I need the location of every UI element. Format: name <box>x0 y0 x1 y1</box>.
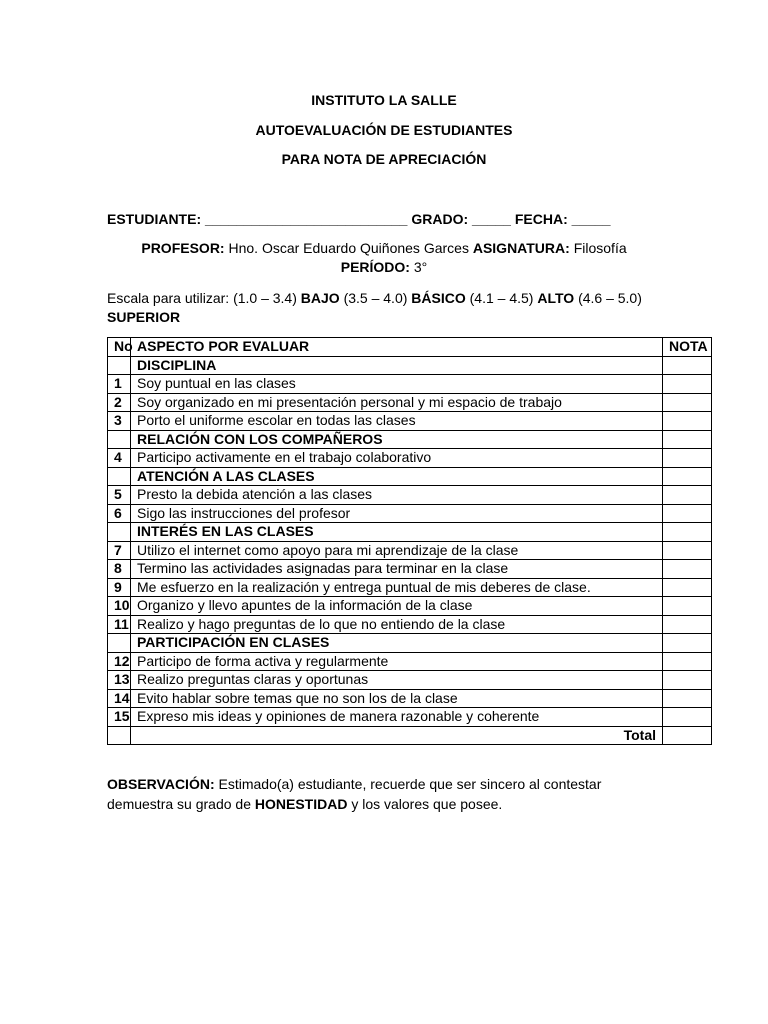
section-row <box>108 430 712 449</box>
table-row <box>108 504 712 523</box>
item-number <box>108 634 131 653</box>
table-row <box>108 689 712 708</box>
table-row <box>108 541 712 560</box>
section-title: PARTICIPACIÓN EN CLASES <box>131 634 663 653</box>
table-row <box>108 708 712 727</box>
period-value: 3° <box>413 259 428 275</box>
aspect-text: Soy puntual en las clases <box>131 375 663 394</box>
grading-scale <box>107 289 667 327</box>
grade-cell[interactable] <box>663 560 712 579</box>
scale-range-2: (3.5 – 4.0) <box>343 290 408 306</box>
table-row <box>108 578 712 597</box>
grade-cell[interactable] <box>663 504 712 523</box>
item-number: 4 <box>108 449 131 468</box>
section-row <box>108 523 712 542</box>
header-grade: NOTA <box>663 338 712 357</box>
grade-cell[interactable] <box>663 597 712 616</box>
section-row <box>108 356 712 375</box>
total-row <box>108 726 712 745</box>
aspect-text: Porto el uniforme escolar en todas las clases <box>131 412 663 431</box>
date-label: FECHA: <box>514 211 568 227</box>
observation-emphasis: HONESTIDAD <box>254 796 348 812</box>
observation-text-1: Estimado(a) estudiante, recuerde que ser sincero al contestar demuestra su grado de <box>107 776 602 812</box>
document-title: AUTOEVALUACIÓN DE ESTUDIANTES <box>255 122 513 138</box>
grade-cell[interactable] <box>663 615 712 634</box>
document-subtitle: PARA NOTA DE APRECIACIÓN <box>281 151 487 167</box>
grade-cell[interactable] <box>663 375 712 394</box>
table-row <box>108 412 712 431</box>
total-label: Total <box>131 726 663 745</box>
teacher-line <box>0 240 768 256</box>
table-row <box>108 375 712 394</box>
scale-level-1: BAJO <box>300 290 340 306</box>
teacher-label: PROFESOR: <box>141 240 225 256</box>
aspect-text: Expreso mis ideas y opiniones de manera razonable y coherente <box>131 708 663 727</box>
evaluation-table <box>107 337 712 745</box>
observation-label: OBSERVACIÓN: <box>107 776 215 792</box>
teacher-name: Hno. Oscar Eduardo Quiñones Garces <box>228 240 469 256</box>
table-row <box>108 671 712 690</box>
aspect-text: Termino las actividades asignadas para terminar en la clase <box>131 560 663 579</box>
item-number <box>108 430 131 449</box>
section-row <box>108 467 712 486</box>
header-aspect: ASPECTO POR EVALUAR <box>131 338 663 357</box>
grade-cell[interactable] <box>663 671 712 690</box>
item-number: 1 <box>108 375 131 394</box>
grade-cell <box>663 523 712 542</box>
table-row <box>108 449 712 468</box>
section-title: DISCIPLINA <box>131 356 663 375</box>
scale-level-4: SUPERIOR <box>107 309 181 325</box>
item-number: 8 <box>108 560 131 579</box>
observation-text-2: y los valores que posee. <box>351 796 503 812</box>
scale-level-2: BÁSICO <box>411 290 466 306</box>
student-blank: __________________________ <box>205 211 408 227</box>
item-number: 3 <box>108 412 131 431</box>
section-title: ATENCIÓN A LAS CLASES <box>131 467 663 486</box>
grade-cell <box>663 634 712 653</box>
total-no-cell <box>108 726 131 745</box>
table-row <box>108 486 712 505</box>
grade-cell[interactable] <box>663 486 712 505</box>
table-row <box>108 652 712 671</box>
observation-note <box>107 774 667 814</box>
grade-cell[interactable] <box>663 652 712 671</box>
table-body <box>108 356 712 726</box>
item-number: 6 <box>108 504 131 523</box>
item-number: 13 <box>108 671 131 690</box>
section-title: RELACIÓN CON LOS COMPAÑEROS <box>131 430 663 449</box>
aspect-text: Soy organizado en mi presentación personal y mi espacio de trabajo <box>131 393 663 412</box>
item-number: 7 <box>108 541 131 560</box>
item-number: 5 <box>108 486 131 505</box>
section-title: INTERÉS EN LAS CLASES <box>131 523 663 542</box>
aspect-text: Sigo las instrucciones del profesor <box>131 504 663 523</box>
aspect-text: Realizo y hago preguntas de lo que no entiendo de la clase <box>131 615 663 634</box>
grade-cell[interactable] <box>663 689 712 708</box>
grade-cell <box>663 430 712 449</box>
table-row <box>108 597 712 616</box>
scale-range-4: (4.6 – 5.0) <box>578 290 642 306</box>
grade-cell <box>663 467 712 486</box>
aspect-text: Realizo preguntas claras y oportunas <box>131 671 663 690</box>
grade-cell[interactable] <box>663 449 712 468</box>
period-line <box>0 259 768 275</box>
item-number: 12 <box>108 652 131 671</box>
item-number: 14 <box>108 689 131 708</box>
header-no: No <box>108 338 131 357</box>
scale-range-1: (1.0 – 3.4) <box>233 290 297 306</box>
grade-cell[interactable] <box>663 578 712 597</box>
grade-blank: _____ <box>472 211 511 227</box>
subject-label: ASIGNATURA: <box>472 240 570 256</box>
section-row <box>108 634 712 653</box>
scale-level-3: ALTO <box>537 290 575 306</box>
table-row <box>108 615 712 634</box>
table-row <box>108 560 712 579</box>
date-blank: _____ <box>571 211 611 227</box>
scale-intro: Escala para utilizar: <box>107 290 230 306</box>
aspect-text: Participo activamente en el trabajo colaborativo <box>131 449 663 468</box>
institution-title: INSTITUTO LA SALLE <box>311 92 457 108</box>
aspect-text: Me esfuerzo en la realización y entrega puntual de mis deberes de clase. <box>131 578 663 597</box>
aspect-text: Organizo y llevo apuntes de la información de la clase <box>131 597 663 616</box>
scale-range-3: (4.1 – 4.5) <box>469 290 534 306</box>
grade-label: GRADO: <box>411 211 469 227</box>
item-number: 15 <box>108 708 131 727</box>
period-label: PERÍODO: <box>340 259 410 275</box>
aspect-text: Utilizo el internet como apoyo para mi aprendizaje de la clase <box>131 541 663 560</box>
student-info-line <box>107 211 717 227</box>
grade-cell[interactable] <box>663 412 712 431</box>
aspect-text: Evito hablar sobre temas que no son los de la clase <box>131 689 663 708</box>
item-number: 10 <box>108 597 131 616</box>
item-number: 2 <box>108 393 131 412</box>
item-number <box>108 467 131 486</box>
item-number: 9 <box>108 578 131 597</box>
item-number <box>108 356 131 375</box>
item-number: 11 <box>108 615 131 634</box>
grade-cell[interactable] <box>663 541 712 560</box>
table-row <box>108 393 712 412</box>
aspect-text: Participo de forma activa y regularmente <box>131 652 663 671</box>
item-number <box>108 523 131 542</box>
student-label: ESTUDIANTE: <box>107 211 202 227</box>
subject-name: Filosofía <box>573 240 627 256</box>
aspect-text: Presto la debida atención a las clases <box>131 486 663 505</box>
table-header-row <box>108 338 712 357</box>
grade-cell[interactable] <box>663 393 712 412</box>
grade-cell[interactable] <box>663 708 712 727</box>
total-grade-cell[interactable] <box>663 726 712 745</box>
grade-cell <box>663 356 712 375</box>
